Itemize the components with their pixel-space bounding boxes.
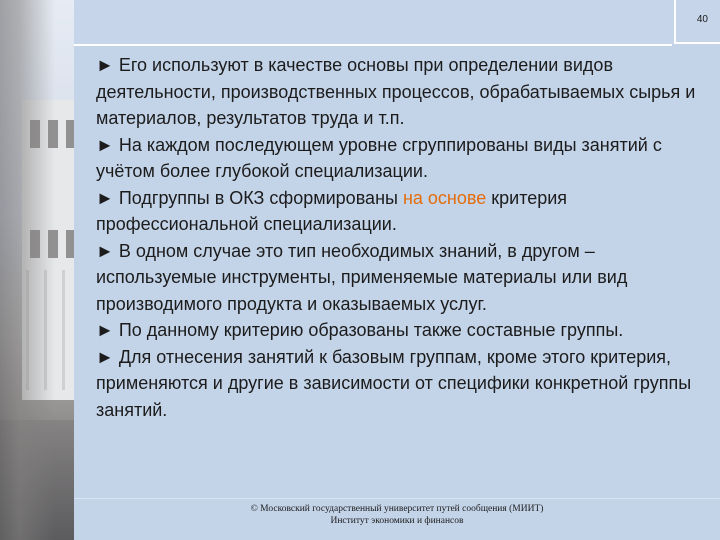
footer-copyright: © Московский государственный университет путей сообщения (МИИТ)	[250, 504, 544, 514]
bullet-paragraph	[96, 52, 696, 132]
slide-body	[96, 52, 696, 423]
bullet-text: На каждом последующем уровне сгруппированы виды занятий с учётом более глубокой специализации.	[96, 134, 662, 181]
footer	[74, 503, 720, 527]
highlighted-phrase: на основе	[402, 187, 487, 208]
slide-panel	[74, 0, 720, 540]
bullet-arrow-icon: ►	[96, 240, 114, 261]
footer-rule	[74, 498, 720, 499]
bullet-text: Для отнесения занятий к базовым группам, кроме этого критерия, применяются и другие в зависимости от специфики конкретной группы занятий.	[96, 346, 692, 420]
bullet-text: Подгруппы в ОКЗ сформированы	[113, 187, 403, 208]
bullet-arrow-icon: ►	[96, 55, 114, 75]
bullet-text: В одном случае это тип необходимых знаний, в другом – используемые инструменты, применяемые материалы или вид производимого продукта и оказываемых услуг.	[96, 240, 628, 314]
bullet-paragraph	[96, 185, 696, 238]
bullet-paragraph	[96, 238, 696, 318]
footer-institute: Институт экономики и финансов	[330, 516, 464, 526]
bullet-text: По данному критерию образованы также составные группы.	[113, 320, 624, 340]
bullet-arrow-icon: ►	[96, 134, 114, 155]
bullet-paragraph	[96, 132, 696, 185]
bullet-text: критерия профессиональной специализации.	[96, 187, 568, 234]
bullet-arrow-icon: ►	[96, 346, 114, 367]
bullet-arrow-icon: ►	[96, 320, 114, 340]
header-rule	[74, 44, 672, 46]
page-number-box	[674, 0, 720, 44]
bullet-paragraph	[96, 317, 696, 344]
title-bar	[74, 0, 674, 44]
page-number: 40	[696, 14, 708, 25]
bullet-paragraph	[96, 344, 696, 424]
bullet-arrow-icon: ►	[96, 187, 114, 208]
bullet-text: Его используют в качестве основы при определении видов деятельности, производственных процессов, обрабатываемых сырья и материалов, результатов труда и т.п.	[96, 55, 696, 128]
